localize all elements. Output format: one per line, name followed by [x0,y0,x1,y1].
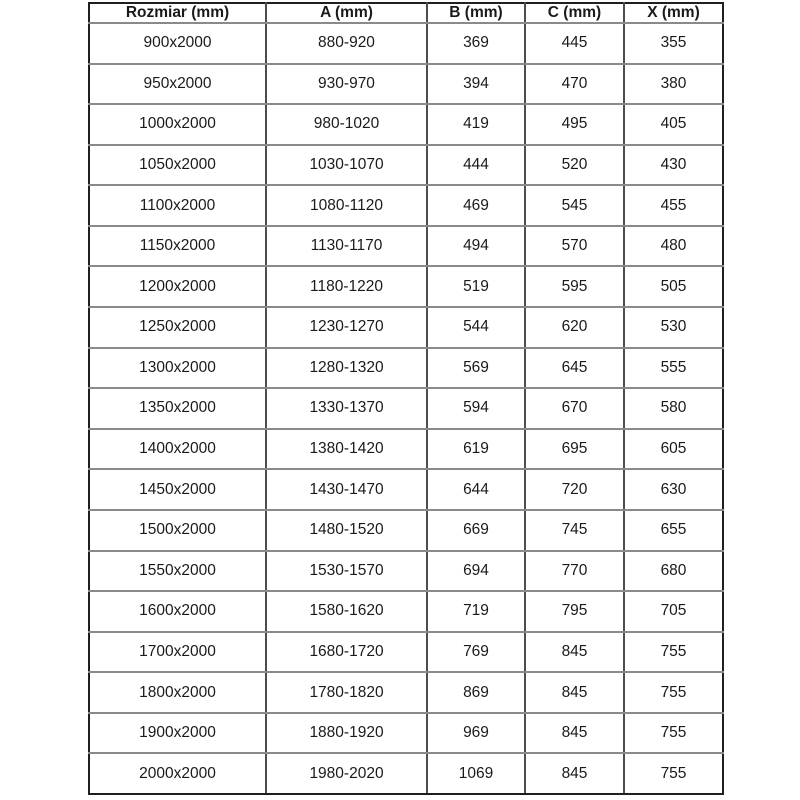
table-cell: 1230-1270 [266,307,427,348]
table-row [89,64,723,105]
table-row [89,713,723,754]
table-row [89,591,723,632]
table-cell: 969 [427,713,525,754]
table-cell: 1880-1920 [266,713,427,754]
table-cell: 430 [624,145,723,186]
table-cell: 594 [427,388,525,429]
table-cell: 630 [624,469,723,510]
table-cell: 619 [427,429,525,470]
table-cell: 845 [525,672,624,713]
table-cell: 620 [525,307,624,348]
table-cell: 845 [525,753,624,794]
table-cell: 1530-1570 [266,551,427,592]
table-cell: 1030-1070 [266,145,427,186]
table-cell: 469 [427,185,525,226]
table-cell: 570 [525,226,624,267]
table-row [89,307,723,348]
table-cell: 419 [427,104,525,145]
table-cell: 1000x2000 [89,104,266,145]
table-cell: 1080-1120 [266,185,427,226]
table-cell: 1380-1420 [266,429,427,470]
table-cell: 1150x2000 [89,226,266,267]
table-cell: 680 [624,551,723,592]
table-cell: 1280-1320 [266,348,427,389]
table-cell: 695 [525,429,624,470]
size-table-container [88,2,712,795]
table-row [89,226,723,267]
table-cell: 394 [427,64,525,105]
table-cell: 445 [525,23,624,64]
table-cell: 495 [525,104,624,145]
table-cell: 1250x2000 [89,307,266,348]
table-cell: 455 [624,185,723,226]
table-cell: 1200x2000 [89,266,266,307]
table-row [89,469,723,510]
table-cell: 555 [624,348,723,389]
table-cell: 1600x2000 [89,591,266,632]
table-cell: 769 [427,632,525,673]
table-cell: 1450x2000 [89,469,266,510]
table-row [89,388,723,429]
table-cell: 545 [525,185,624,226]
table-cell: 705 [624,591,723,632]
table-cell: 580 [624,388,723,429]
table-cell: 1780-1820 [266,672,427,713]
table-cell: 669 [427,510,525,551]
table-cell: 755 [624,713,723,754]
table-cell: 900x2000 [89,23,266,64]
table-cell: 530 [624,307,723,348]
table-cell: 2000x2000 [89,753,266,794]
table-cell: 845 [525,713,624,754]
table-cell: 755 [624,632,723,673]
header-row [89,3,723,23]
table-cell: 720 [525,469,624,510]
table-cell: 930-970 [266,64,427,105]
table-cell: 1480-1520 [266,510,427,551]
column-header: X (mm) [624,3,723,23]
table-row [89,672,723,713]
table-cell: 1500x2000 [89,510,266,551]
table-cell: 355 [624,23,723,64]
table-cell: 1069 [427,753,525,794]
table-row [89,185,723,226]
table-cell: 480 [624,226,723,267]
table-cell: 505 [624,266,723,307]
table-cell: 605 [624,429,723,470]
table-cell: 1300x2000 [89,348,266,389]
table-cell: 444 [427,145,525,186]
table-cell: 1350x2000 [89,388,266,429]
table-cell: 694 [427,551,525,592]
table-cell: 745 [525,510,624,551]
table-cell: 544 [427,307,525,348]
table-cell: 1680-1720 [266,632,427,673]
table-cell: 1900x2000 [89,713,266,754]
table-row [89,145,723,186]
column-header: A (mm) [266,3,427,23]
column-header: C (mm) [525,3,624,23]
table-cell: 595 [525,266,624,307]
table-cell: 845 [525,632,624,673]
table-row [89,753,723,794]
table-cell: 645 [525,348,624,389]
table-cell: 519 [427,266,525,307]
table-cell: 950x2000 [89,64,266,105]
table-cell: 1100x2000 [89,185,266,226]
table-cell: 380 [624,64,723,105]
table-cell: 655 [624,510,723,551]
table-row [89,551,723,592]
table-cell: 1400x2000 [89,429,266,470]
table-cell: 369 [427,23,525,64]
table-cell: 1700x2000 [89,632,266,673]
table-cell: 644 [427,469,525,510]
table-cell: 1130-1170 [266,226,427,267]
table-cell: 980-1020 [266,104,427,145]
table-row [89,510,723,551]
column-header: B (mm) [427,3,525,23]
table-row [89,632,723,673]
table-cell: 719 [427,591,525,632]
table-cell: 1050x2000 [89,145,266,186]
table-cell: 1550x2000 [89,551,266,592]
table-row [89,429,723,470]
table-cell: 880-920 [266,23,427,64]
table-cell: 795 [525,591,624,632]
table-cell: 520 [525,145,624,186]
table-cell: 1580-1620 [266,591,427,632]
table-cell: 569 [427,348,525,389]
table-row [89,348,723,389]
table-cell: 1980-2020 [266,753,427,794]
table-cell: 470 [525,64,624,105]
table-row [89,104,723,145]
table-header [89,3,723,23]
column-header: Rozmiar (mm) [89,3,266,23]
table-row [89,266,723,307]
table-cell: 869 [427,672,525,713]
table-cell: 1330-1370 [266,388,427,429]
table-cell: 405 [624,104,723,145]
table-body [89,23,723,794]
table-cell: 755 [624,672,723,713]
size-table [88,2,724,795]
table-row [89,23,723,64]
table-cell: 670 [525,388,624,429]
table-cell: 770 [525,551,624,592]
table-cell: 1800x2000 [89,672,266,713]
table-cell: 1430-1470 [266,469,427,510]
table-cell: 755 [624,753,723,794]
table-cell: 1180-1220 [266,266,427,307]
table-cell: 494 [427,226,525,267]
